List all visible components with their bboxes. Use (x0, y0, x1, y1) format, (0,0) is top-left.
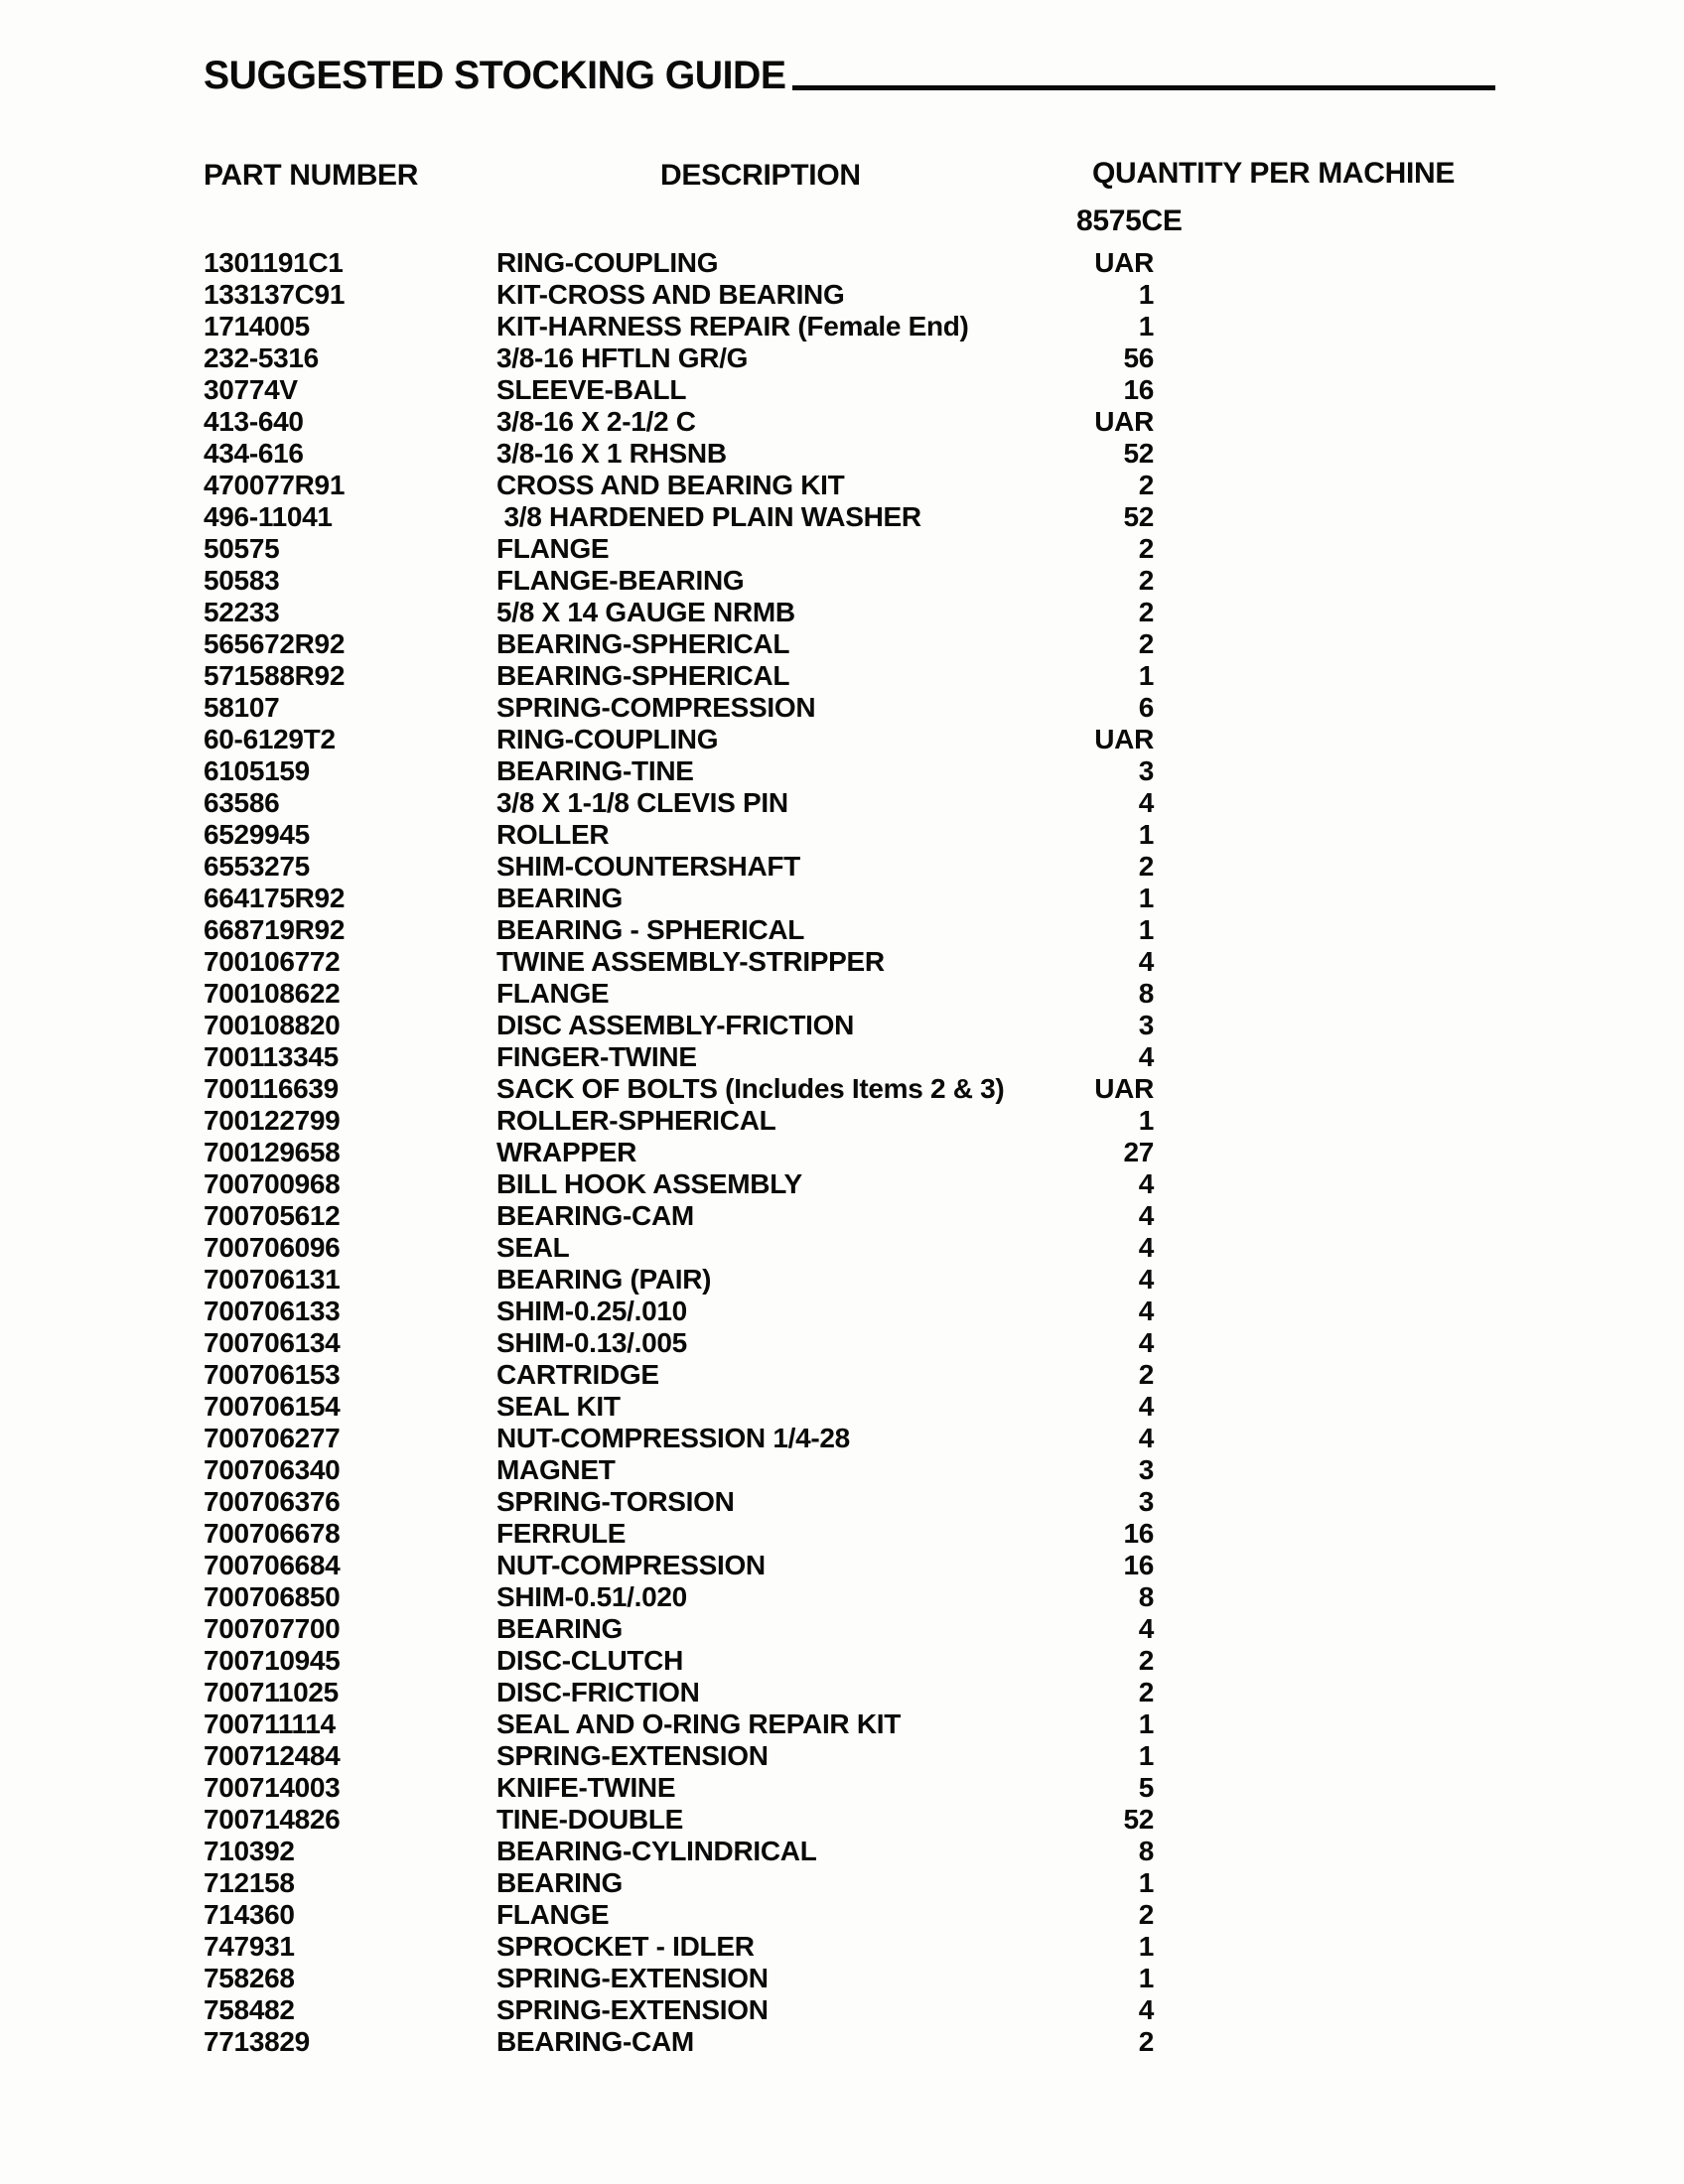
description-cell: SPROCKET - IDLER (496, 1931, 755, 1962)
description-cell: RING-COUPLING (496, 724, 719, 754)
quantity-cell: 5 (1138, 1772, 1154, 1803)
table-row (0, 1582, 1684, 1614)
page-title: SUGGESTED STOCKING GUIDE (204, 54, 786, 97)
part-number-cell: 714360 (204, 1899, 295, 1930)
description-cell: DISC-FRICTION (496, 1677, 700, 1707)
quantity-cell: 16 (1123, 1518, 1154, 1549)
table-row (0, 375, 1684, 407)
stocking-table-body (0, 248, 1684, 2059)
part-number-cell: 565672R92 (204, 628, 346, 659)
table-row (0, 407, 1684, 439)
quantity-cell: 52 (1123, 1804, 1154, 1835)
quantity-cell: 4 (1138, 1423, 1154, 1453)
part-number-cell: 758268 (204, 1963, 295, 1993)
quantity-cell: 2 (1138, 1677, 1154, 1707)
quantity-cell: 1 (1138, 1740, 1154, 1771)
table-row (0, 1042, 1684, 1074)
part-number-cell: 700108622 (204, 978, 341, 1009)
description-cell: SACK OF BOLTS (Includes Items 2 & 3) (496, 1073, 1005, 1104)
table-row (0, 566, 1684, 598)
table-row (0, 1678, 1684, 1709)
description-cell: SLEEVE-BALL (496, 374, 687, 405)
table-row (0, 248, 1684, 280)
quantity-cell: 3 (1138, 1454, 1154, 1485)
table-row (0, 1551, 1684, 1582)
table-row (0, 280, 1684, 312)
description-cell: SEAL KIT (496, 1391, 621, 1422)
quantity-cell: 3 (1138, 1010, 1154, 1040)
table-row (0, 852, 1684, 884)
quantity-cell: 1 (1138, 279, 1154, 310)
quantity-cell: 6 (1138, 692, 1154, 723)
table-row (0, 1201, 1684, 1233)
table-row (0, 1868, 1684, 1900)
quantity-cell: 4 (1138, 1041, 1154, 1072)
description-cell: SEAL (496, 1232, 570, 1263)
part-number-cell: 700106772 (204, 946, 341, 977)
table-row (0, 1169, 1684, 1201)
table-row (0, 1392, 1684, 1424)
description-cell: FLANGE-BEARING (496, 565, 745, 596)
quantity-cell: 2 (1138, 470, 1154, 500)
part-number-cell: 60-6129T2 (204, 724, 336, 754)
part-number-cell: 52233 (204, 597, 280, 627)
quantity-cell: 1 (1138, 883, 1154, 913)
table-row (0, 1805, 1684, 1837)
quantity-cell: 16 (1123, 1550, 1154, 1580)
description-cell: ROLLER-SPHERICAL (496, 1105, 776, 1136)
quantity-cell: 1 (1138, 1867, 1154, 1898)
title-rule-line (792, 85, 1495, 90)
part-number-cell: 700714826 (204, 1804, 341, 1835)
description-cell: BEARING-CYLINDRICAL (496, 1836, 817, 1866)
table-row (0, 725, 1684, 756)
description-cell: 3/8 X 1-1/8 CLEVIS PIN (496, 787, 788, 818)
part-number-cell: 133137C91 (204, 279, 346, 310)
description-cell: BEARING-CAM (496, 2026, 694, 2057)
part-number-cell: 1301191C1 (204, 247, 344, 278)
part-number-cell: 700711025 (204, 1677, 339, 1707)
quantity-cell: UAR (1094, 1073, 1154, 1104)
quantity-cell: 1 (1138, 311, 1154, 341)
part-number-cell: 700129658 (204, 1137, 341, 1167)
part-number-cell: 50575 (204, 533, 280, 564)
table-row (0, 1995, 1684, 2027)
description-cell: BEARING-SPHERICAL (496, 628, 790, 659)
quantity-cell: 8 (1138, 978, 1154, 1009)
quantity-cell: 8 (1138, 1581, 1154, 1612)
part-number-cell: 700711114 (204, 1708, 336, 1739)
part-number-cell: 571588R92 (204, 660, 346, 691)
part-number-cell: 6529945 (204, 819, 310, 850)
part-number-cell: 700113345 (204, 1041, 339, 1072)
table-row (0, 884, 1684, 915)
description-cell: BEARING-CAM (496, 1200, 694, 1231)
description-cell: NUT-COMPRESSION 1/4-28 (496, 1423, 850, 1453)
column-header-quantity-per-machine: QUANTITY PER MACHINE (1092, 157, 1456, 190)
description-cell: BEARING - SPHERICAL (496, 914, 805, 945)
column-header-part-number: PART NUMBER (204, 159, 419, 192)
description-cell: 3/8-16 X 1 RHSNB (496, 438, 727, 469)
part-number-cell: 664175R92 (204, 883, 346, 913)
quantity-cell: 1 (1138, 819, 1154, 850)
table-row (0, 1138, 1684, 1169)
quantity-cell: 4 (1138, 1264, 1154, 1295)
column-header-description: DESCRIPTION (660, 159, 861, 192)
table-row (0, 1011, 1684, 1042)
description-cell: TWINE ASSEMBLY-STRIPPER (496, 946, 885, 977)
quantity-cell: 2 (1138, 628, 1154, 659)
description-cell: KIT-CROSS AND BEARING (496, 279, 845, 310)
table-row (0, 756, 1684, 788)
quantity-cell: 27 (1123, 1137, 1154, 1167)
table-row (0, 534, 1684, 566)
description-cell: FLANGE (496, 1899, 610, 1930)
table-row (0, 1741, 1684, 1773)
part-number-cell: 232-5316 (204, 342, 319, 373)
description-cell: DISC ASSEMBLY-FRICTION (496, 1010, 855, 1040)
table-row (0, 1900, 1684, 1932)
part-number-cell: 700710945 (204, 1645, 341, 1676)
quantity-cell: 2 (1138, 597, 1154, 627)
part-number-cell: 700706850 (204, 1581, 341, 1612)
table-row (0, 502, 1684, 534)
part-number-cell: 700706133 (204, 1296, 341, 1326)
description-cell: SHIM-COUNTERSHAFT (496, 851, 800, 882)
table-row (0, 1360, 1684, 1392)
table-row (0, 820, 1684, 852)
quantity-cell: 1 (1138, 1708, 1154, 1739)
part-number-cell: 668719R92 (204, 914, 346, 945)
part-number-cell: 58107 (204, 692, 280, 723)
quantity-cell: 2 (1138, 1645, 1154, 1676)
quantity-cell: UAR (1094, 724, 1154, 754)
quantity-cell: 1 (1138, 914, 1154, 945)
description-cell: SHIM-0.13/.005 (496, 1327, 687, 1358)
part-number-cell: 700706684 (204, 1550, 341, 1580)
part-number-cell: 700116639 (204, 1073, 339, 1104)
description-cell: FERRULE (496, 1518, 627, 1549)
part-number-cell: 7713829 (204, 2026, 310, 2057)
description-cell: 3/8-16 X 2-1/2 C (496, 406, 696, 437)
table-row (0, 979, 1684, 1011)
quantity-cell: 3 (1138, 1486, 1154, 1517)
table-row (0, 471, 1684, 502)
part-number-cell: 700122799 (204, 1105, 341, 1136)
part-number-cell: 434-616 (204, 438, 304, 469)
part-number-cell: 50583 (204, 565, 280, 596)
part-number-cell: 700706678 (204, 1518, 341, 1549)
quantity-cell: 4 (1138, 1391, 1154, 1422)
quantity-cell: 2 (1138, 1359, 1154, 1390)
description-cell: 3/8-16 HFTLN GR/G (496, 342, 749, 373)
description-cell: SPRING-EXTENSION (496, 1994, 769, 2025)
description-cell: BILL HOOK ASSEMBLY (496, 1168, 802, 1199)
table-row (0, 1328, 1684, 1360)
description-cell: SPRING-TORSION (496, 1486, 735, 1517)
quantity-cell: 52 (1123, 438, 1154, 469)
table-row (0, 1519, 1684, 1551)
table-row (0, 915, 1684, 947)
table-row (0, 1614, 1684, 1646)
part-number-cell: 30774V (204, 374, 298, 405)
part-number-cell: 710392 (204, 1836, 295, 1866)
part-number-cell: 747931 (204, 1931, 295, 1962)
quantity-cell: 2 (1138, 1899, 1154, 1930)
part-number-cell: 700707700 (204, 1613, 341, 1644)
quantity-cell: 3 (1138, 755, 1154, 786)
table-row (0, 1265, 1684, 1297)
description-cell: SEAL AND O-RING REPAIR KIT (496, 1708, 902, 1739)
quantity-cell: 16 (1123, 374, 1154, 405)
table-row (0, 2027, 1684, 2059)
quantity-cell: 4 (1138, 946, 1154, 977)
quantity-cell: 4 (1138, 1232, 1154, 1263)
description-cell: BEARING-SPHERICAL (496, 660, 790, 691)
part-number-cell: 712158 (204, 1867, 295, 1898)
part-number-cell: 1714005 (204, 311, 310, 341)
part-number-cell: 758482 (204, 1994, 295, 2025)
quantity-cell: 4 (1138, 1327, 1154, 1358)
part-number-cell: 700706096 (204, 1232, 341, 1263)
table-row (0, 312, 1684, 343)
quantity-cell: 4 (1138, 1200, 1154, 1231)
part-number-cell: 700706154 (204, 1391, 341, 1422)
table-row (0, 1074, 1684, 1106)
description-cell: TINE-DOUBLE (496, 1804, 684, 1835)
part-number-cell: 700712484 (204, 1740, 341, 1771)
table-row (0, 661, 1684, 693)
description-cell: BEARING-TINE (496, 755, 694, 786)
description-cell: KIT-HARNESS REPAIR (Female End) (496, 311, 969, 341)
table-row (0, 1424, 1684, 1455)
description-cell: MAGNET (496, 1454, 616, 1485)
quantity-cell: 4 (1138, 1994, 1154, 2025)
part-number-cell: 6553275 (204, 851, 310, 882)
table-row (0, 343, 1684, 375)
description-cell: SHIM-0.25/.010 (496, 1296, 687, 1326)
part-number-cell: 470077R91 (204, 470, 346, 500)
table-row (0, 1837, 1684, 1868)
quantity-cell: 4 (1138, 787, 1154, 818)
part-number-cell: 413-640 (204, 406, 304, 437)
quantity-cell: 1 (1138, 660, 1154, 691)
description-cell: BEARING (496, 883, 624, 913)
table-row (0, 1709, 1684, 1741)
description-cell: 5/8 X 14 GAUGE NRMB (496, 597, 795, 627)
description-cell: SPRING-EXTENSION (496, 1740, 769, 1771)
description-cell: DISC-CLUTCH (496, 1645, 684, 1676)
machine-model-label: 8575CE (1076, 205, 1183, 237)
part-number-cell: 700706153 (204, 1359, 341, 1390)
description-cell: BEARING (PAIR) (496, 1264, 712, 1295)
part-number-cell: 63586 (204, 787, 280, 818)
description-cell: BEARING (496, 1613, 624, 1644)
table-row (0, 598, 1684, 629)
table-row (0, 629, 1684, 661)
table-row (0, 1106, 1684, 1138)
quantity-cell: 56 (1123, 342, 1154, 373)
description-cell: SHIM-0.51/.020 (496, 1581, 687, 1612)
description-cell: FLANGE (496, 978, 610, 1009)
table-row (0, 788, 1684, 820)
table-row (0, 1646, 1684, 1678)
description-cell: WRAPPER (496, 1137, 637, 1167)
table-row (0, 1233, 1684, 1265)
table-row (0, 693, 1684, 725)
part-number-cell: 700714003 (204, 1772, 341, 1803)
description-cell: NUT-COMPRESSION (496, 1550, 766, 1580)
description-cell: CROSS AND BEARING KIT (496, 470, 845, 500)
quantity-cell: 2 (1138, 565, 1154, 596)
quantity-cell: 2 (1138, 2026, 1154, 2057)
description-cell: BEARING (496, 1867, 624, 1898)
description-cell: 3/8 HARDENED PLAIN WASHER (496, 501, 921, 532)
description-cell: KNIFE-TWINE (496, 1772, 676, 1803)
part-number-cell: 700706340 (204, 1454, 341, 1485)
quantity-cell: 52 (1123, 501, 1154, 532)
description-cell: CARTRIDGE (496, 1359, 659, 1390)
table-row (0, 1932, 1684, 1964)
quantity-cell: 4 (1138, 1168, 1154, 1199)
quantity-cell: 4 (1138, 1613, 1154, 1644)
part-number-cell: 6105159 (204, 755, 310, 786)
part-number-cell: 700108820 (204, 1010, 341, 1040)
table-row (0, 1455, 1684, 1487)
table-row (0, 1487, 1684, 1519)
part-number-cell: 496-11041 (204, 501, 333, 532)
description-cell: FLANGE (496, 533, 610, 564)
table-row (0, 1964, 1684, 1995)
part-number-cell: 700706131 (204, 1264, 341, 1295)
part-number-cell: 700706277 (204, 1423, 341, 1453)
table-row (0, 947, 1684, 979)
quantity-cell: 2 (1138, 851, 1154, 882)
part-number-cell: 700706134 (204, 1327, 341, 1358)
description-cell: FINGER-TWINE (496, 1041, 697, 1072)
description-cell: SPRING-COMPRESSION (496, 692, 816, 723)
quantity-cell: 4 (1138, 1296, 1154, 1326)
quantity-cell: 1 (1138, 1105, 1154, 1136)
quantity-cell: UAR (1094, 247, 1154, 278)
quantity-cell: 8 (1138, 1836, 1154, 1866)
table-row (0, 1297, 1684, 1328)
table-row (0, 1773, 1684, 1805)
quantity-cell: 1 (1138, 1931, 1154, 1962)
quantity-cell: 1 (1138, 1963, 1154, 1993)
quantity-cell: UAR (1094, 406, 1154, 437)
description-cell: RING-COUPLING (496, 247, 719, 278)
part-number-cell: 700705612 (204, 1200, 341, 1231)
part-number-cell: 700706376 (204, 1486, 341, 1517)
part-number-cell: 700700968 (204, 1168, 341, 1199)
description-cell: ROLLER (496, 819, 610, 850)
table-row (0, 439, 1684, 471)
description-cell: SPRING-EXTENSION (496, 1963, 769, 1993)
quantity-cell: 2 (1138, 533, 1154, 564)
